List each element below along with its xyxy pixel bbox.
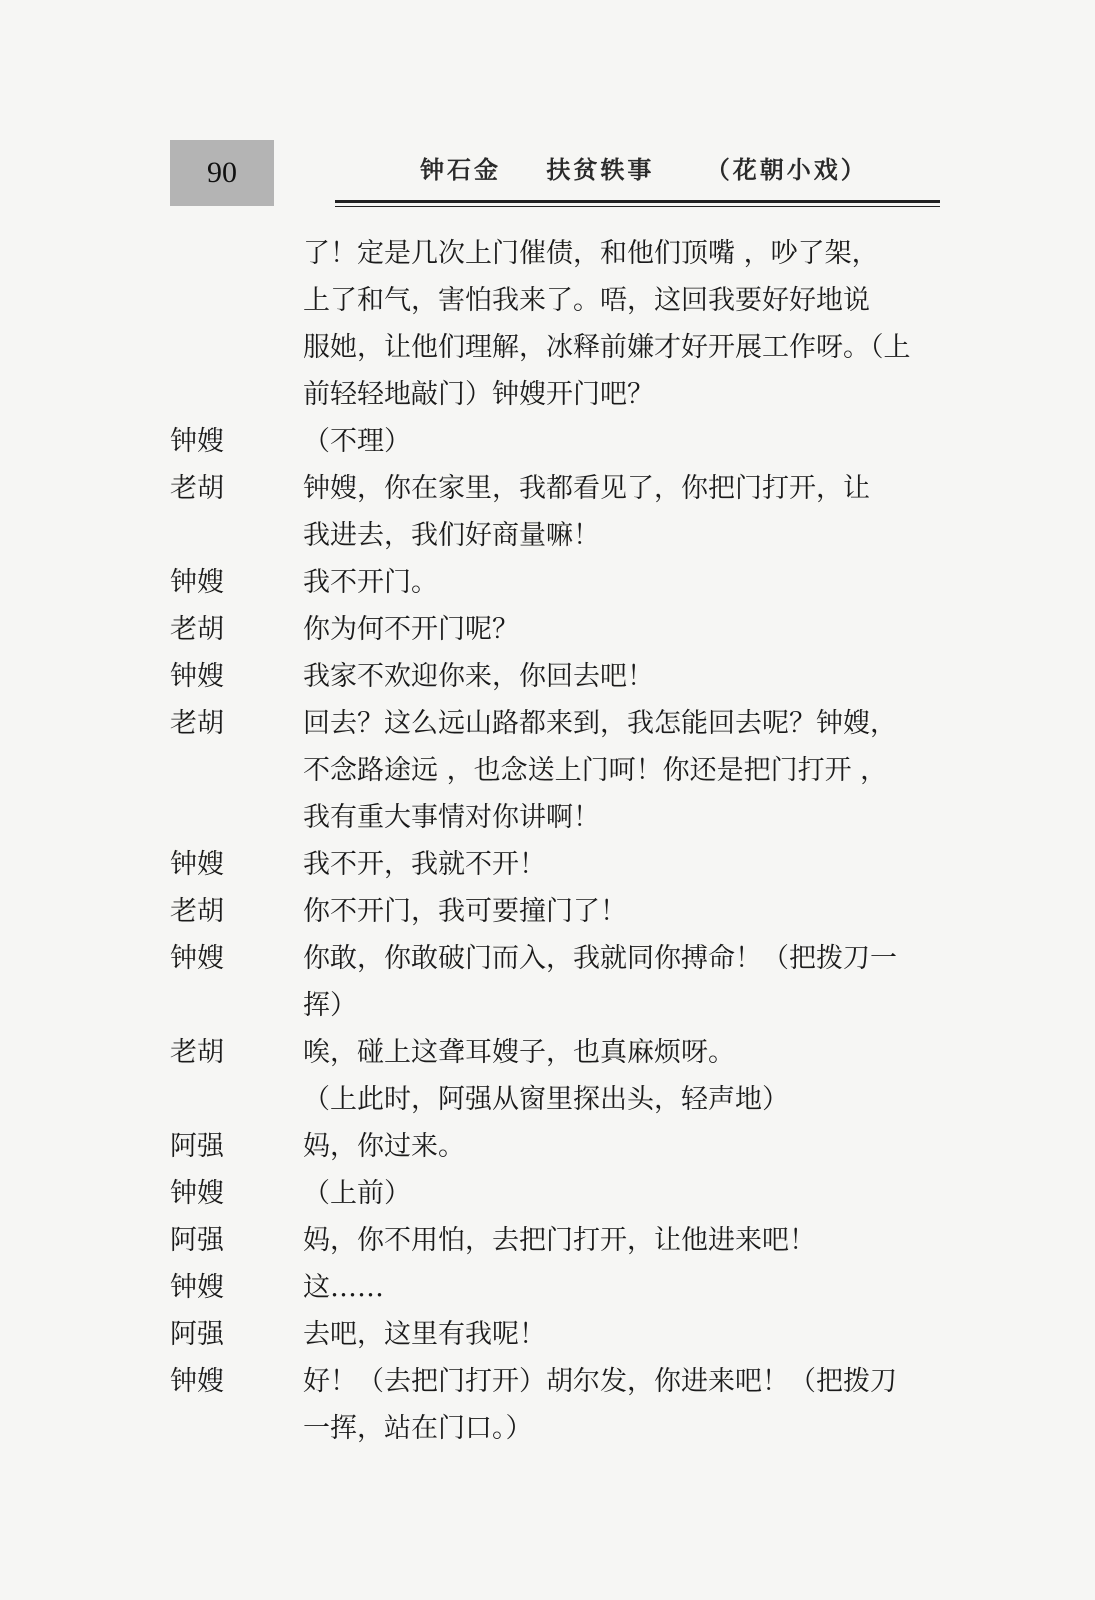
script-line xyxy=(170,1358,940,1405)
dialogue-text: 我有重大事情对你讲啊！ xyxy=(303,802,600,833)
dialogue-text: 我进去，我们好商量嘛！ xyxy=(303,520,600,551)
script-line xyxy=(170,418,940,465)
dialogue-text: 你为何不开门呢？ xyxy=(303,614,519,645)
dialogue-text: 了！定是几次上门催债，和他们顶嘴 ，吵了架， xyxy=(303,238,879,269)
script-line xyxy=(170,512,940,559)
page-number: 90 xyxy=(170,140,274,206)
speaker-name: 老胡 xyxy=(170,896,224,927)
speaker-name xyxy=(170,747,303,794)
script-line xyxy=(170,653,940,700)
dialogue-text: 前轻轻地敲门）钟嫂开门吧？ xyxy=(303,379,654,410)
speaker-name xyxy=(170,1076,303,1123)
dialogue-text: 这…… xyxy=(303,1272,384,1303)
script-line xyxy=(170,1311,940,1358)
script-line xyxy=(170,841,940,888)
script-body xyxy=(170,230,940,1452)
dialogue-text: 一挥，站在门口。） xyxy=(303,1413,533,1444)
speaker-name: 老胡 xyxy=(170,1037,224,1068)
dialogue-text: 钟嫂，你在家里，我都看见了，你把门打开，让 xyxy=(303,473,870,504)
script-line xyxy=(170,1076,940,1123)
speaker-name xyxy=(170,794,303,841)
genre-label: （花朝小戏） xyxy=(705,155,868,184)
speaker-name: 钟嫂 xyxy=(170,1366,224,1397)
script-line xyxy=(170,700,940,747)
script-line xyxy=(170,1170,940,1217)
speaker-name xyxy=(170,1405,303,1452)
script-line xyxy=(170,1405,940,1452)
speaker-name: 老胡 xyxy=(170,708,224,739)
script-line xyxy=(170,1123,940,1170)
speaker-name: 钟嫂 xyxy=(170,1272,224,1303)
speaker-name xyxy=(170,324,303,371)
dialogue-text: 你敢，你敢破门而入，我就同你搏命！（把拨刀一 xyxy=(303,943,897,974)
speaker-name: 钟嫂 xyxy=(170,567,224,598)
speaker-name: 老胡 xyxy=(170,614,224,645)
script-line xyxy=(170,465,940,512)
script-line xyxy=(170,747,940,794)
script-line xyxy=(170,277,940,324)
speaker-name xyxy=(170,277,303,324)
dialogue-text: 我不开，我就不开！ xyxy=(303,849,546,880)
dialogue-text: 妈，你不用怕，去把门打开，让他进来吧！ xyxy=(303,1225,816,1256)
script-line xyxy=(170,888,940,935)
dialogue-text: 不念路途远 ，也念送上门呵！你还是把门打开 ， xyxy=(303,755,888,786)
speaker-name xyxy=(170,230,303,277)
script-line xyxy=(170,371,940,418)
dialogue-text: 服她，让他们理解，冰释前嫌才好开展工作呀。（上 xyxy=(303,332,911,363)
dialogue-text: 妈，你过来。 xyxy=(303,1131,465,1162)
speaker-name: 钟嫂 xyxy=(170,849,224,880)
script-line xyxy=(170,982,940,1029)
book-subtitle: 扶贫轶事 xyxy=(546,155,655,184)
speaker-name: 阿强 xyxy=(170,1131,224,1162)
running-head xyxy=(420,150,868,185)
speaker-name: 阿强 xyxy=(170,1225,224,1256)
speaker-name xyxy=(170,512,303,559)
script-line xyxy=(170,794,940,841)
speaker-name: 钟嫂 xyxy=(170,426,224,457)
script-line xyxy=(170,1217,940,1264)
dialogue-text: （上此时，阿强从窗里探出头，轻声地） xyxy=(303,1084,789,1115)
dialogue-text: 回去？这么远山路都来到，我怎能回去呢？钟嫂， xyxy=(303,708,897,739)
dialogue-text: （上前） xyxy=(303,1178,411,1209)
dialogue-text: 你不开门，我可要撞门了！ xyxy=(303,896,627,927)
speaker-name: 钟嫂 xyxy=(170,661,224,692)
dialogue-text: （不理） xyxy=(303,426,411,457)
header-rule xyxy=(335,200,940,203)
speaker-name: 钟嫂 xyxy=(170,943,224,974)
dialogue-text: 挥） xyxy=(303,990,357,1021)
script-line xyxy=(170,1264,940,1311)
speaker-name xyxy=(170,982,303,1029)
dialogue-text: 去吧，这里有我呢！ xyxy=(303,1319,546,1350)
dialogue-text: 我不开门。 xyxy=(303,567,438,598)
script-line xyxy=(170,606,940,653)
script-line xyxy=(170,230,940,277)
dialogue-text: 上了和气，害怕我来了。唔，这回我要好好地说 xyxy=(303,285,870,316)
speaker-name: 阿强 xyxy=(170,1319,224,1350)
script-line xyxy=(170,935,940,982)
speaker-name: 钟嫂 xyxy=(170,1178,224,1209)
script-line xyxy=(170,324,940,371)
dialogue-text: 唉，碰上这聋耳嫂子，也真麻烦呀。 xyxy=(303,1037,735,1068)
book-title: 钟石金 xyxy=(420,155,501,184)
header-rule-thin xyxy=(335,206,940,207)
dialogue-text: 好！（去把门打开）胡尔发，你进来吧！（把拨刀 xyxy=(303,1366,897,1397)
speaker-name xyxy=(170,371,303,418)
script-line xyxy=(170,559,940,606)
speaker-name: 老胡 xyxy=(170,473,224,504)
script-line xyxy=(170,1029,940,1076)
dialogue-text: 我家不欢迎你来，你回去吧！ xyxy=(303,661,654,692)
